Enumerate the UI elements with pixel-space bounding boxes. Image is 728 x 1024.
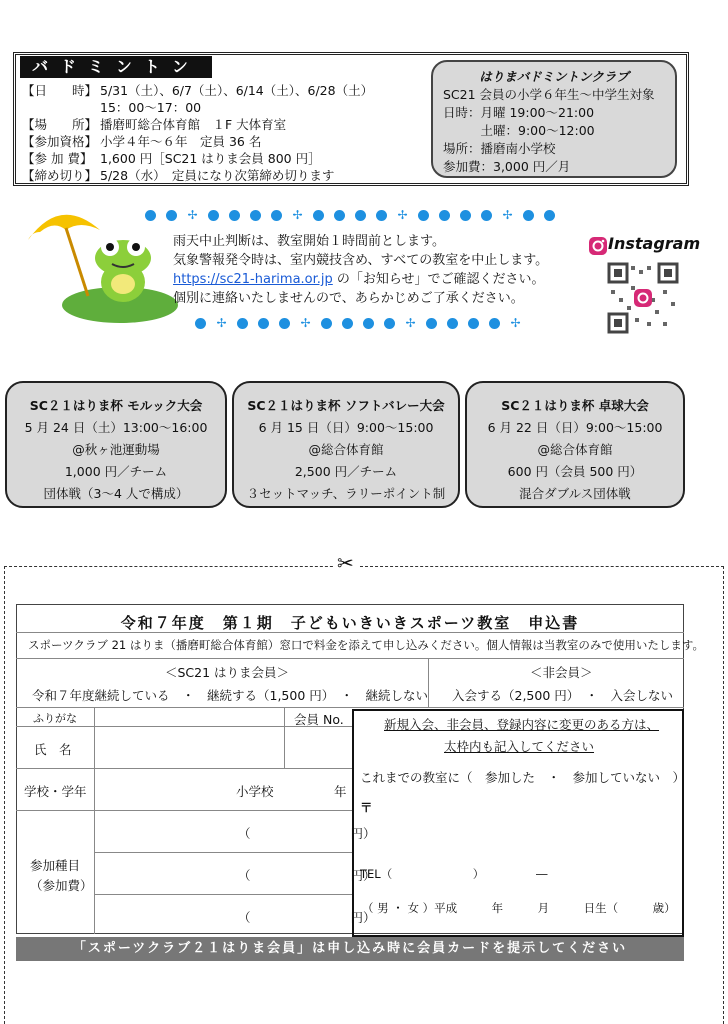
tel-field[interactable]: TEL（ ） ― — [360, 867, 548, 881]
category-fee-label: （参加費） — [30, 878, 93, 893]
website-link[interactable]: https://sc21-harima.or.jp — [173, 272, 333, 287]
rain-line: 気象警報発令時は、室内競技含め、すべての教室を中止します。 — [173, 253, 549, 268]
badminton-row: 【場 所】 播磨町総合体育館 １F 大体育室 — [22, 117, 287, 132]
member-options[interactable]: 令和７年度継続している ・ 継続する（1,500 円） ・ 継続しない — [32, 688, 429, 703]
category-fee-2[interactable]: （ 円） — [238, 868, 376, 883]
event-softvolley — [232, 381, 460, 508]
nonmember-options[interactable]: 入会する（2,500 円） ・ 入会しない — [452, 688, 674, 703]
event-fee: 600 円（会員 500 円） — [507, 464, 643, 479]
rain-line: 雨天中止判断は、教室開始１時間前とします。 — [173, 234, 445, 249]
club-line: 参加費：3,000 円／月 — [443, 159, 571, 174]
grade-suffix: 年 — [334, 784, 347, 799]
history-options[interactable]: これまでの教室に（ 参加した ・ 参加していない ） — [360, 770, 686, 785]
event-title: SC２１はりま杯 モルック大会 — [29, 398, 203, 413]
event-place: @総合体育館 — [537, 442, 613, 457]
badminton-club-box — [431, 60, 677, 178]
event-note: ３セットマッチ、ラリーポイント制 — [246, 486, 446, 501]
rain-line: 個別に連絡いたしませんので、あらかじめご了承ください。 — [173, 291, 524, 306]
frog-umbrella-icon — [20, 200, 180, 330]
category-fee-1[interactable]: （ 円） — [238, 826, 376, 841]
badminton-row: 【参加資格】 小学４年〜６年 定員 36 名 — [22, 134, 262, 149]
name-field[interactable] — [96, 728, 282, 766]
club-line: SC21 会員の小学６年生〜中学生対象 — [443, 87, 655, 102]
cut-line-left — [4, 566, 6, 1024]
event-title: SC２１はりま杯 ソフトバレー大会 — [247, 398, 445, 413]
club-line: 土曜：9:00〜12:00 — [443, 123, 595, 138]
club-line: 場所：播磨南小学校 — [443, 141, 556, 156]
scissors-icon: ✂ — [333, 551, 358, 575]
postal-field[interactable]: 〒 — [360, 800, 373, 815]
nonmember-header: ＜非会員＞ — [530, 665, 593, 680]
form-footer: 「スポーツクラブ２１はりま会員」は申し込み時に会員カードを提示してください — [16, 937, 684, 961]
qr-code-icon[interactable] — [607, 262, 679, 334]
new-note-1: 新規入会、非会員、登録内容に変更のある方は、 — [384, 717, 660, 732]
member-header: ＜SC21 はりま会員＞ — [165, 665, 290, 680]
event-date: 5 月 24 日（土）13:00〜16:00 — [24, 420, 208, 435]
event-place: @秋ヶ池運動場 — [72, 442, 160, 457]
new-note-2: 太枠内も記入してください — [444, 739, 595, 754]
event-tabletennis — [465, 381, 685, 508]
dot-divider-bottom: ✢ ✢ ✢ ✢ — [195, 318, 531, 329]
category-fee-3[interactable]: （ 円） — [238, 910, 376, 925]
name-label: 氏 名 — [34, 742, 72, 757]
event-place: @総合体育館 — [308, 442, 384, 457]
form-title: 令和７年度 第１期 子どもいきいきスポーツ教室 申込書 — [120, 614, 580, 632]
rain-line: https://sc21-harima.or.jp の「お知らせ」でご確認ください。 — [173, 272, 545, 287]
instagram-icon — [588, 236, 608, 256]
school-suffix: 小学校 — [236, 784, 274, 799]
event-note: 混合ダブルス団体戦 — [519, 486, 631, 501]
badminton-title: バドミントン — [20, 56, 212, 78]
cut-line — [4, 566, 724, 568]
event-fee: 2,500 円／チーム — [294, 464, 398, 479]
badminton-row: 15：00〜17：00 — [100, 100, 202, 115]
instagram-label: Instagram — [608, 234, 701, 253]
event-date: 6 月 22 日（日）9:00〜15:00 — [487, 420, 663, 435]
event-molkky — [5, 381, 227, 508]
member-no-label: 会員 No. — [294, 712, 344, 727]
category-label: 参加種目 — [30, 858, 81, 873]
furigana-label: ふりがな — [33, 712, 77, 725]
event-fee: 1,000 円／チーム — [64, 464, 168, 479]
event-date: 6 月 15 日（日）9:00〜15:00 — [258, 420, 434, 435]
school-label: 学校・学年 — [24, 784, 87, 799]
badminton-row: 【参 加 費】 1,600 円［SC21 はりま会員 800 円］ — [22, 151, 321, 166]
event-title: SC２１はりま杯 卓球大会 — [501, 398, 649, 413]
badminton-row: 【日 時】 5/31（土）、6/7（土）、6/14（土）、6/28（土） — [22, 83, 374, 98]
cut-line-right — [723, 566, 725, 1024]
club-title: はりまバドミントンクラブ — [479, 69, 629, 84]
club-line: 日時：月曜 19:00〜21:00 — [443, 105, 595, 120]
form-subtitle: スポーツクラブ 21 はりま（播磨町総合体育館）窓口で料金を添えて申し込みください。個人情報は当教室のみで使用いたします。 — [28, 638, 704, 652]
dot-divider-top: ✢ ✢ ✢ ✢ — [145, 210, 565, 221]
event-note: 団体戦（3〜4 人で構成） — [43, 486, 189, 501]
birth-field[interactable]: （ 男 ・ 女 ）平成 年 月 日生（ 歳） — [362, 901, 676, 915]
badminton-row: 【締め切り】 5/28（水） 定員になり次第締め切ります — [22, 168, 335, 183]
rain-notice — [173, 232, 548, 308]
